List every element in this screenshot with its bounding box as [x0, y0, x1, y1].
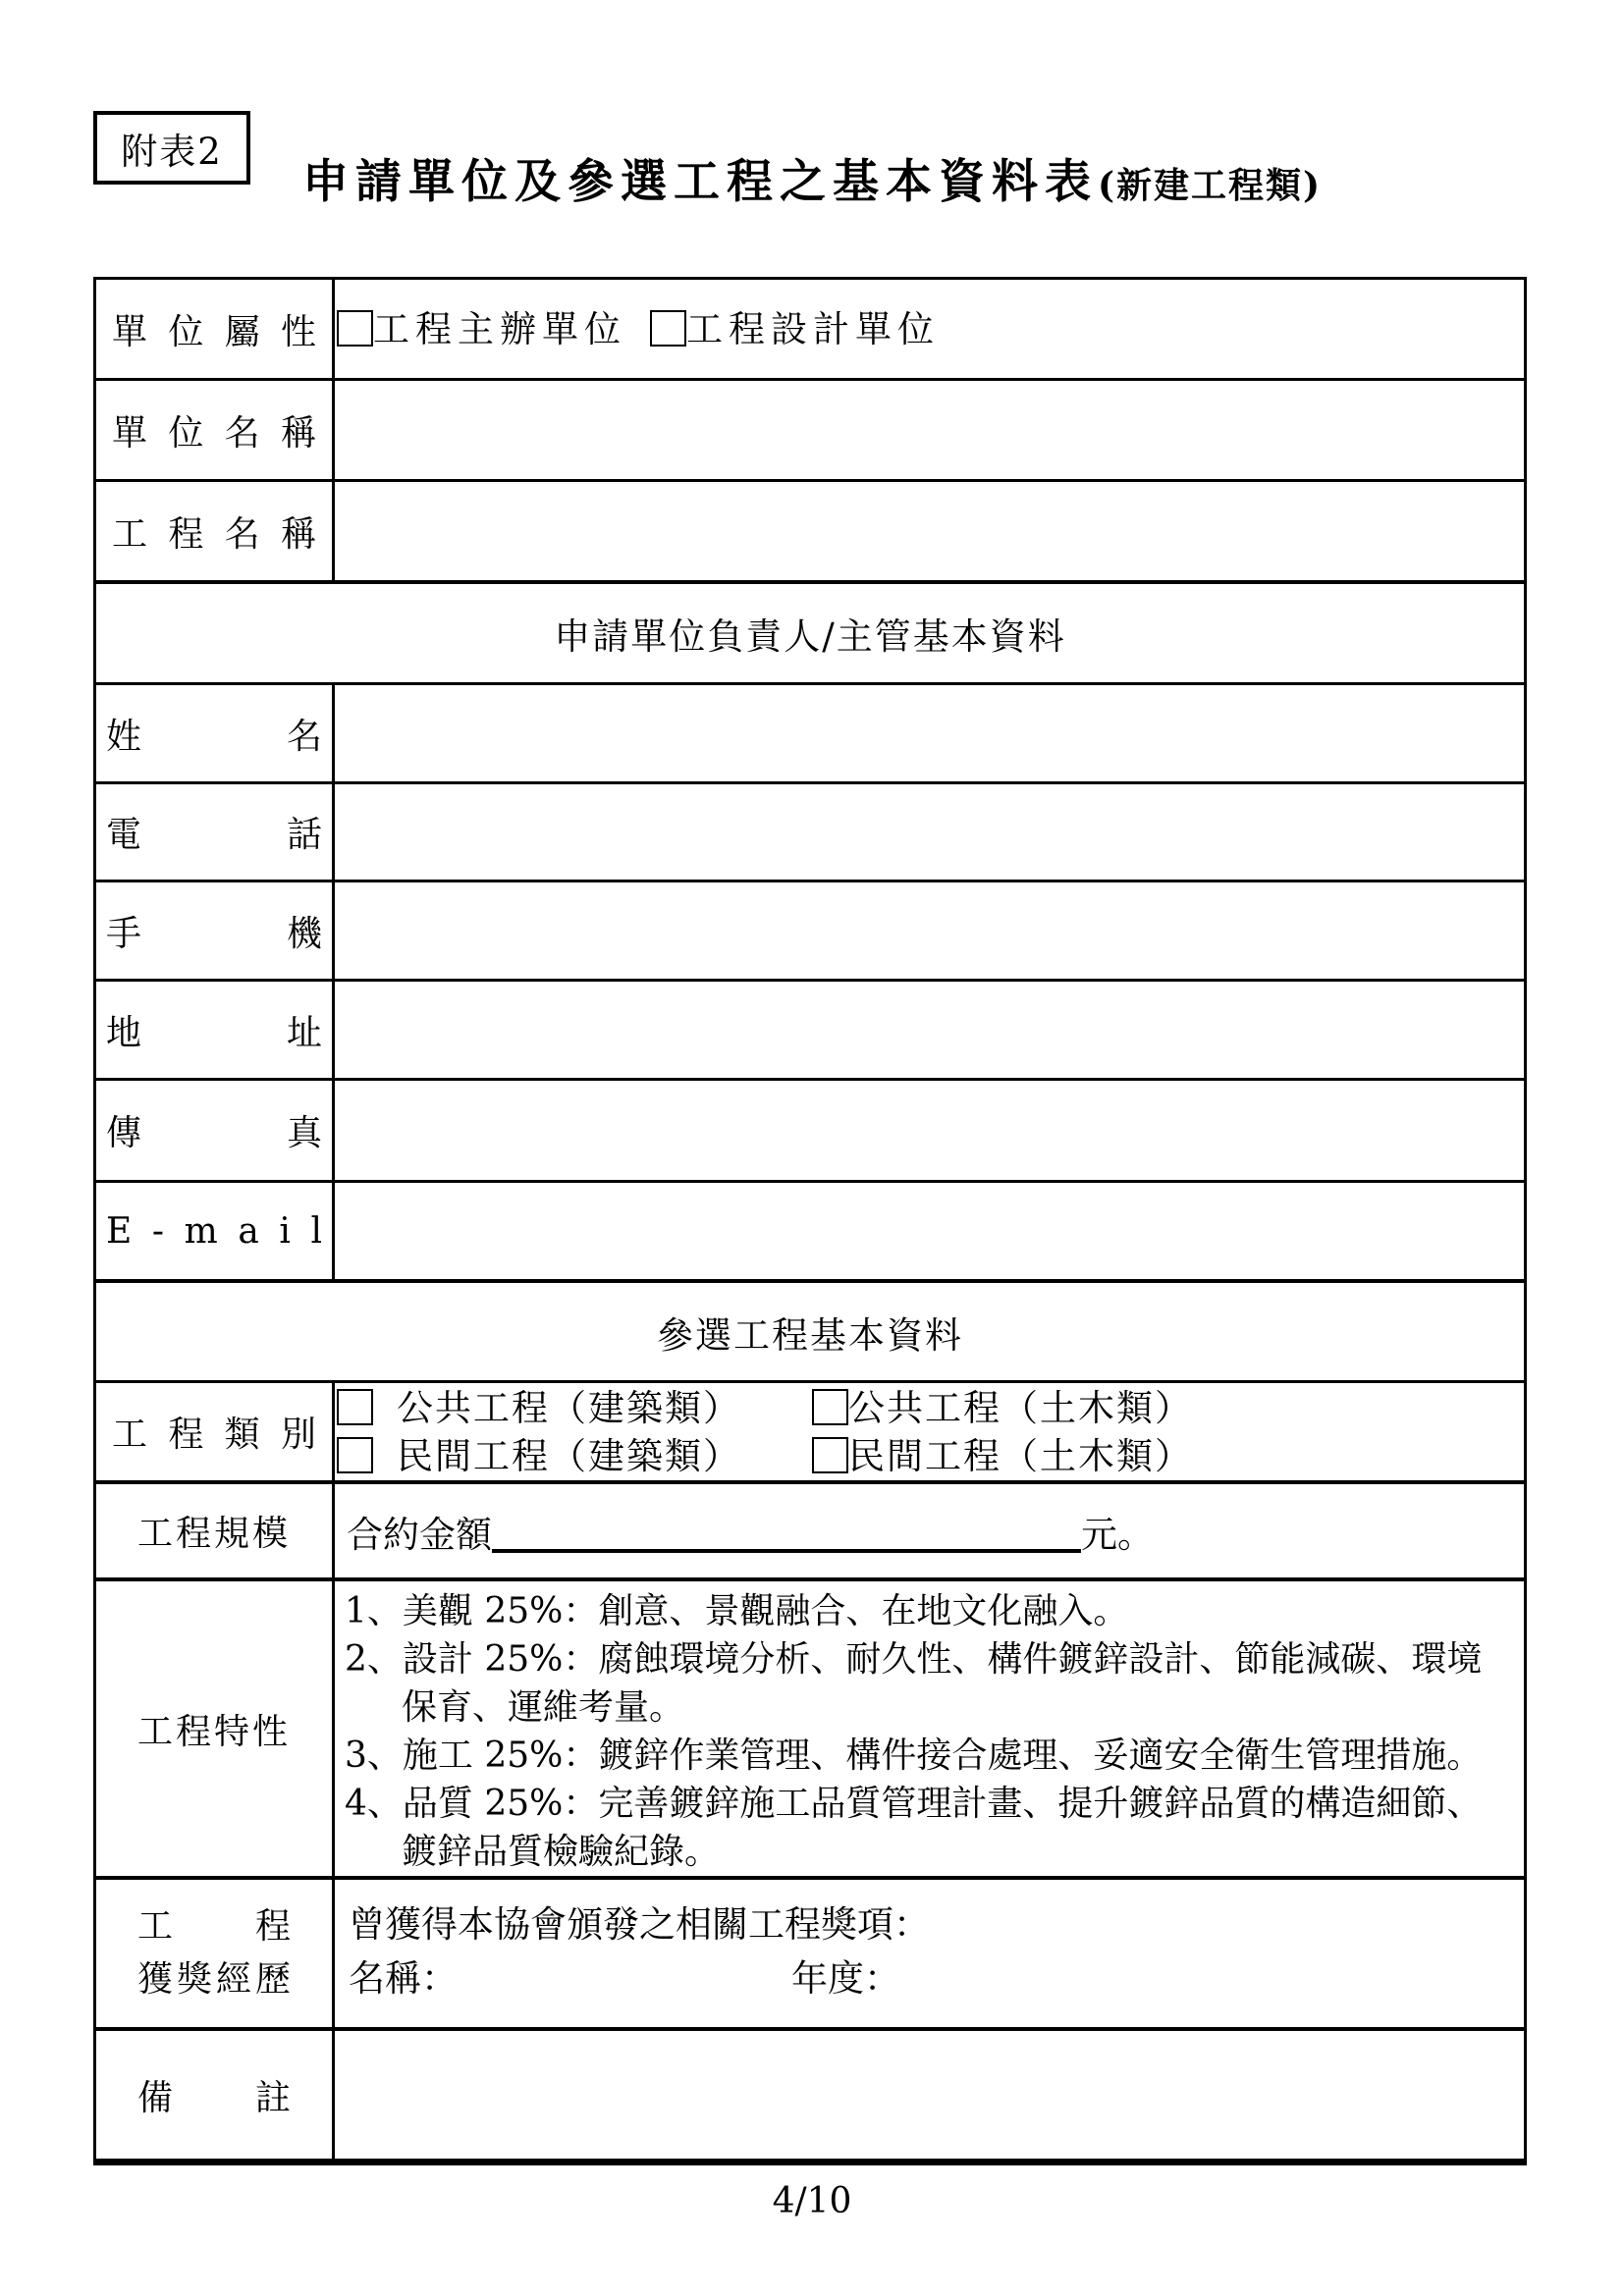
row-awards	[96, 1880, 1524, 2031]
row-unit-attribute	[96, 280, 1524, 381]
page-title	[0, 145, 1624, 211]
feature-item-construction: 3、施工 25%：鍍鋅作業管理、構件接合處理、妥適安全衛生管理措施。	[345, 1735, 1483, 1776]
row-mobile	[96, 882, 1524, 982]
row-name	[96, 685, 1524, 784]
checkbox-organizer-unit[interactable]	[337, 310, 373, 347]
application-form-table	[93, 277, 1527, 2165]
contract-amount-suffix: 元。	[1081, 1513, 1154, 1556]
project-category-label: 工 程 類 別	[112, 1415, 316, 1455]
awards-intro-line: 曾獲得本協會頒發之相關工程獎項：	[349, 1903, 930, 1946]
name-input[interactable]	[335, 685, 1524, 781]
project-scale-label: 工程規模	[136, 1514, 291, 1554]
awards-label-line2: 獲 獎 經 歷	[137, 1959, 291, 2000]
unit-name-input[interactable]	[335, 381, 1524, 479]
mobile-input[interactable]	[335, 882, 1524, 979]
project-features-label: 工程特性	[136, 1711, 291, 1752]
checkbox-public-architecture[interactable]	[337, 1389, 373, 1425]
row-project-name	[96, 482, 1524, 584]
name-label-cell	[96, 685, 335, 781]
address-label: 地 址	[106, 1012, 322, 1053]
project-features-label-cell	[96, 1581, 335, 1876]
unit-attribute-field	[335, 280, 1524, 378]
address-label-cell	[96, 982, 335, 1078]
email-label: E - m a i l	[106, 1210, 322, 1252]
project-features-field	[335, 1581, 1524, 1876]
project-scale-field	[335, 1484, 1524, 1577]
phone-label: 電 話	[106, 815, 322, 855]
project-category-field	[335, 1383, 1524, 1480]
unit-attribute-label-cell	[96, 280, 335, 378]
project-section-header: 參選工程基本資料	[657, 1313, 963, 1357]
fax-input[interactable]	[335, 1081, 1524, 1180]
fax-label: 傳 真	[106, 1113, 322, 1153]
row-unit-name	[96, 381, 1524, 482]
row-project-section-header	[96, 1283, 1524, 1383]
mobile-label: 手 機	[106, 913, 322, 954]
remarks-input[interactable]	[335, 2031, 1524, 2159]
checkbox-design-unit[interactable]	[650, 310, 686, 347]
row-project-category	[96, 1383, 1524, 1484]
row-phone	[96, 784, 1524, 882]
remarks-label-cell	[96, 2031, 335, 2159]
row-address	[96, 982, 1524, 1081]
name-label: 姓 名	[106, 716, 322, 757]
option-design-unit-label: 工程設計單位	[686, 307, 940, 350]
checkbox-private-civil[interactable]	[812, 1437, 848, 1473]
mobile-label-cell	[96, 882, 335, 979]
project-category-label-cell	[96, 1383, 335, 1480]
phone-label-cell	[96, 784, 335, 880]
phone-input[interactable]	[335, 784, 1524, 880]
remarks-label: 備 註	[137, 2077, 291, 2118]
feature-item-design: 2、設計 25%：腐蝕環境分析、耐久性、構件鍍鋅設計、節能減碳、環境保育、運維考量。	[345, 1639, 1483, 1728]
row-remarks	[96, 2031, 1524, 2159]
award-name-label: 名稱：	[349, 1957, 458, 2000]
checkbox-private-architecture[interactable]	[337, 1437, 373, 1473]
awards-field	[335, 1880, 1524, 2027]
unit-name-label-cell	[96, 381, 335, 479]
unit-attribute-label: 單 位 屬 性	[112, 311, 316, 352]
appendix-tag-label: 附表2	[121, 130, 223, 173]
email-input[interactable]	[335, 1183, 1524, 1279]
option-private-architecture-label: 民間工程（建築類）	[397, 1434, 741, 1477]
row-project-scale	[96, 1484, 1524, 1581]
page-number: 4/10	[772, 2181, 852, 2221]
option-public-architecture-label: 公共工程（建築類）	[397, 1386, 741, 1429]
awards-label-cell	[96, 1880, 335, 2027]
option-public-civil-label: 公共工程（土木類）	[848, 1386, 1193, 1429]
row-project-features	[96, 1581, 1524, 1880]
project-name-label-cell	[96, 482, 335, 580]
project-name-input[interactable]	[335, 482, 1524, 580]
row-email	[96, 1183, 1524, 1283]
option-private-civil-label: 民間工程（土木類）	[848, 1434, 1193, 1477]
page-title-paren: (新建工程類)	[1097, 165, 1323, 206]
project-scale-label-cell	[96, 1484, 335, 1577]
feature-item-quality: 4、品質 25%：完善鍍鋅施工品質管理計畫、提升鍍鋅品質的構造細節、鍍鋅品質檢驗紀錄。	[345, 1784, 1483, 1872]
checkbox-public-civil[interactable]	[812, 1389, 848, 1425]
row-fax	[96, 1081, 1524, 1183]
email-label-cell	[96, 1183, 335, 1279]
awards-label-line1: 工 程	[137, 1906, 291, 1947]
contract-amount-input[interactable]	[492, 1549, 1081, 1553]
feature-item-aesthetics: 1、美觀 25%：創意、景觀融合、在地文化融入。	[345, 1591, 1129, 1631]
manager-section-header: 申請單位負責人/主管基本資料	[554, 615, 1066, 658]
option-organizer-unit-label: 工程主辦單位	[373, 307, 626, 350]
unit-name-label: 單 位 名 稱	[112, 412, 316, 454]
row-manager-section-header	[96, 584, 1524, 685]
address-input[interactable]	[335, 982, 1524, 1078]
award-year-label: 年度：	[791, 1957, 900, 2000]
contract-amount-prefix: 合約金額	[347, 1513, 492, 1556]
fax-label-cell	[96, 1081, 335, 1180]
page-title-main: 申請單位及參選工程之基本資料表	[301, 155, 1098, 209]
project-name-label: 工 程 名 稱	[112, 513, 316, 555]
